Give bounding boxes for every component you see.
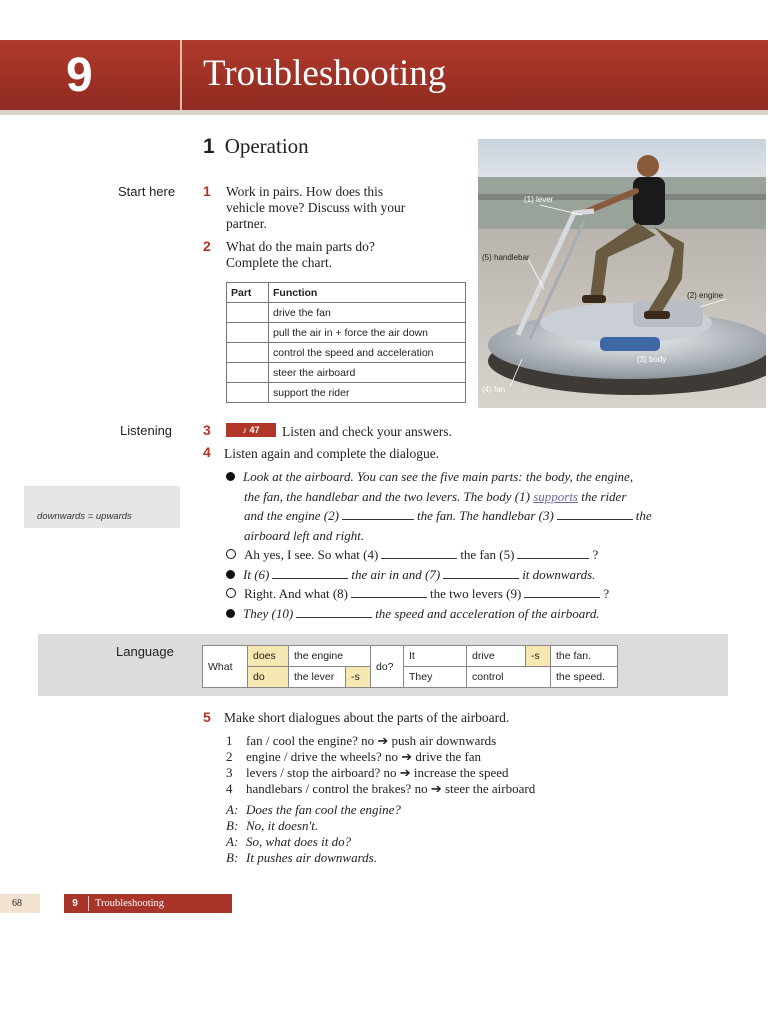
prompt-text: engine / drive the wheels? no ➔ drive the fan [246,749,482,764]
chart-row [227,343,466,363]
prompt-text: levers / stop the airboard? no ➔ increase the speed [246,765,509,780]
audio-track-icon[interactable] [226,423,276,437]
dialogue-line-b2 [226,584,716,604]
header-shadow [0,110,768,115]
list-item [226,749,646,765]
prompt-text: handlebars / control the brakes? no ➔ steer the airboard [246,781,536,796]
example-text: No, it doesn't. [246,818,319,833]
footer-unit-title: Troubleshooting [95,898,165,909]
speaker: A: [226,802,239,817]
exercise-2-number: 2 [203,238,211,254]
chart-part-cell[interactable] [227,343,269,363]
dialogue-text: Ah yes, I see. So what (4) [244,547,379,562]
list-item [226,781,646,797]
dialogue-text: the two levers (9) [430,586,522,601]
exercise-2-text [226,239,466,271]
cd-icon: ♪ [242,425,250,435]
lang-do-q: do? [371,646,404,688]
example-text: It pushes air downwards. [246,850,377,865]
example-line [226,802,646,818]
airboard-photo [478,139,766,408]
dialogue-line-a3 [226,604,716,624]
exercise-5-number: 5 [203,709,211,725]
prompt-number: 2 [226,749,233,764]
answer-blank[interactable] [272,568,348,579]
dialogue-text: It (6) [243,566,270,582]
speaker: B: [226,850,239,865]
unit-title: Troubleshooting [203,53,447,94]
dialogue-text: it downwards. [522,566,596,582]
ex2-line: Complete the chart. [226,255,333,270]
example-answer: supports [533,488,578,504]
chart-row [227,303,466,323]
speaker: A: [226,834,239,849]
exercise-1-number: 1 [203,183,211,199]
speaker-a-bullet-icon [226,570,235,579]
dialogue-text: the [635,508,652,523]
lang-does: does [248,646,289,667]
prompt-number: 4 [226,781,233,796]
chart-part-cell[interactable] [227,303,269,323]
dialogue-text: airboard left and right. [244,527,365,543]
lang-control: control [467,667,551,688]
chart-row [227,323,466,343]
answer-blank[interactable] [557,509,633,520]
dialogue-line-a1-cont [226,526,716,546]
chart-part-cell[interactable] [227,363,269,383]
prompt-number: 3 [226,765,233,780]
ex1-line: vehicle move? Discuss with your [226,200,406,215]
dialogue-line-a1-cont [226,487,716,507]
unit-number: 9 [66,49,93,102]
photo-label-lever: (1) lever [524,195,554,204]
answer-blank[interactable] [342,509,414,520]
ex2-line: What do the main parts do? [226,239,375,254]
exercise-3-number: 3 [203,422,211,438]
language-row [203,646,618,667]
lang-the-fan: the fan. [551,646,618,667]
lang-s2: -s [526,646,551,667]
dialogue-text: ? [603,586,610,601]
answer-blank[interactable] [351,587,427,598]
dialogue-line-a1-cont [226,506,716,526]
dialogue-text: the fan. The handlebar (3) [416,508,554,523]
lang-they: They [404,667,467,688]
chart-function-cell: steer the airboard [269,363,466,383]
example-dialogue [226,802,646,866]
chart-part-cell[interactable] [227,383,269,403]
dialogue-text: the fan (5) [460,547,515,562]
photo-label-body: (3) body [637,355,667,364]
prompt-number: 1 [226,733,233,748]
chart-function-cell: support the rider [269,383,466,403]
lang-the-engine: the engine [289,646,371,667]
dialogue-text: They (10) [243,605,294,621]
chart-header-row [227,283,466,303]
lang-do: do [248,667,289,688]
ex1-line: Work in pairs. How does this [226,184,384,199]
speaker-a-bullet-icon [226,609,235,618]
example-line [226,818,646,834]
photo-label-fan: (4) fan [482,385,506,394]
chart-header-function: Function [269,283,466,303]
section-name: Operation [224,134,309,158]
parts-chart [226,282,466,403]
exercise-4-number: 4 [203,444,211,460]
exercise-1-text [226,184,466,232]
footer-unit-number: 9 [72,898,78,909]
answer-blank[interactable] [296,607,372,618]
lang-s1: -s [346,667,371,688]
speaker-b-bullet-icon [226,549,236,559]
chart-function-cell: control the speed and acceleration [269,343,466,363]
dialogue-text: the rider [581,488,627,504]
track-number: 47 [249,425,260,435]
footer-divider [88,896,89,911]
example-text: Does the fan cool the engine? [246,802,401,817]
speaker-a-bullet-icon [226,472,235,481]
example-text: So, what does it do? [246,834,352,849]
unit-header-band [0,40,768,110]
dialogue-line-b1 [226,545,716,565]
dialogue-text: ? [592,547,599,562]
start-here-label: Start here [118,184,176,199]
section-number: 1 [203,135,215,158]
chart-header-part: Part [227,283,269,303]
airboard-illustration [478,139,766,408]
dialogue-text: Look at the airboard. You can see the five main parts: the body, the engine, [243,469,634,484]
dialogue [226,467,716,623]
example-line [226,834,646,850]
page-number: 68 [12,898,22,909]
prompt-list [226,733,646,797]
lang-the-lever: the lever [289,667,346,688]
dialogue-line-a1 [226,467,716,487]
speaker: B: [226,818,239,833]
chart-row [227,363,466,383]
photo-label-engine: (2) engine [687,291,724,300]
speaker-b-bullet-icon [226,588,236,598]
hint-text: downwards = upwards [37,511,132,522]
example-line [226,850,646,866]
photo-label-handlebar: (5) handlebar [482,253,530,262]
ex1-line: partner. [226,216,267,231]
header-divider [180,40,182,110]
lang-the-speed: the speed. [551,667,618,688]
language-label: Language [116,644,174,659]
exercise-3-text: Listen and check your answers. [282,424,452,439]
answer-blank[interactable] [517,548,589,559]
section-title [203,134,309,159]
chart-function-cell: pull the air in + force the air down [269,323,466,343]
list-item [226,765,646,781]
lang-what: What [203,646,248,688]
dialogue-text: the fan, the handlebar and the two levers. The body (1) [244,488,530,504]
exercise-4-text: Listen again and complete the dialogue. [224,446,440,461]
prompt-text: fan / cool the engine? no ➔ push air downwards [246,733,497,748]
dialogue-text: and the engine (2) [244,508,339,523]
lang-drive: drive [467,646,526,667]
answer-blank[interactable] [381,548,457,559]
listening-label: Listening [120,423,173,438]
answer-blank[interactable] [524,587,600,598]
dialogue-text: Right. And what (8) [244,586,348,601]
chart-function-cell: drive the fan [269,303,466,323]
dialogue-line-a2 [226,565,716,585]
language-row [203,667,618,688]
list-item [226,733,646,749]
lang-it: It [404,646,467,667]
language-table [202,645,618,688]
chart-part-cell[interactable] [227,323,269,343]
answer-blank[interactable] [443,568,519,579]
exercise-5-text: Make short dialogues about the parts of the airboard. [224,710,510,725]
chart-row [227,383,466,403]
dialogue-text: the air in and (7) [351,566,441,582]
dialogue-text: the speed and acceleration of the airboard. [375,605,600,621]
